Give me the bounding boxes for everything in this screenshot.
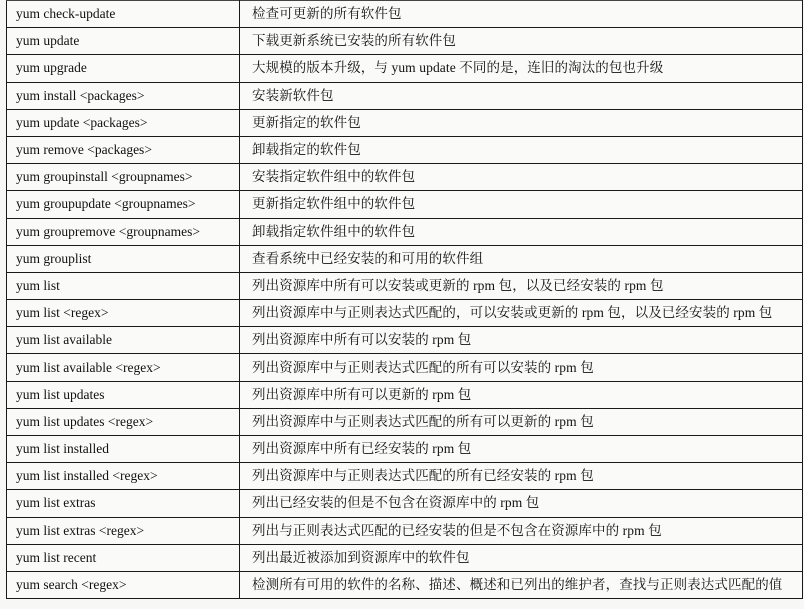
table-row	[7, 381, 803, 408]
table-row	[7, 218, 803, 245]
table-row	[7, 544, 803, 571]
description-cell: 大规模的版本升级，与 yum update 不同的是，连旧的淘汰的包也升级	[240, 55, 803, 82]
description-cell: 列出资源库中与正则表达式匹配的，可以安装或更新的 rpm 包，以及已经安装的 rpm 包	[240, 300, 803, 327]
command-cell: yum grouplist	[7, 245, 240, 272]
description-cell: 安装指定软件组中的软件包	[240, 164, 803, 191]
description-cell: 检查可更新的所有软件包	[240, 1, 803, 28]
table-row	[7, 191, 803, 218]
command-cell: yum list extras	[7, 490, 240, 517]
command-cell: yum list available	[7, 327, 240, 354]
command-cell: yum groupinstall <groupnames>	[7, 164, 240, 191]
table-row	[7, 517, 803, 544]
table-row	[7, 354, 803, 381]
command-cell: yum list updates <regex>	[7, 408, 240, 435]
command-cell: yum list extras <regex>	[7, 517, 240, 544]
command-cell: yum list updates	[7, 381, 240, 408]
command-cell: yum list	[7, 272, 240, 299]
command-cell: yum remove <packages>	[7, 136, 240, 163]
table-row	[7, 571, 803, 598]
description-cell: 安装新软件包	[240, 82, 803, 109]
description-cell: 查看系统中已经安装的和可用的软件组	[240, 245, 803, 272]
description-cell: 列出资源库中与正则表达式匹配的所有已经安装的 rpm 包	[240, 463, 803, 490]
command-cell: yum update	[7, 28, 240, 55]
table-row	[7, 272, 803, 299]
command-cell: yum upgrade	[7, 55, 240, 82]
command-cell: yum list available <regex>	[7, 354, 240, 381]
table-row	[7, 109, 803, 136]
table-row	[7, 408, 803, 435]
command-cell: yum check-update	[7, 1, 240, 28]
table-row	[7, 463, 803, 490]
table-row	[7, 164, 803, 191]
description-cell: 卸载指定软件组中的软件包	[240, 218, 803, 245]
description-cell: 检测所有可用的软件的名称、描述、概述和已列出的维护者，查找与正则表达式匹配的值	[240, 571, 803, 598]
table-row	[7, 28, 803, 55]
description-cell: 列出资源库中与正则表达式匹配的所有可以更新的 rpm 包	[240, 408, 803, 435]
description-cell: 列出资源库中与正则表达式匹配的所有可以安装的 rpm 包	[240, 354, 803, 381]
yum-command-table-body	[7, 1, 803, 599]
description-cell: 列出资源库中所有可以更新的 rpm 包	[240, 381, 803, 408]
command-cell: yum search <regex>	[7, 571, 240, 598]
command-cell: yum groupupdate <groupnames>	[7, 191, 240, 218]
description-cell: 列出资源库中所有可以安装或更新的 rpm 包，以及已经安装的 rpm 包	[240, 272, 803, 299]
command-cell: yum list recent	[7, 544, 240, 571]
table-row	[7, 1, 803, 28]
table-row	[7, 327, 803, 354]
description-cell: 下载更新系统已安装的所有软件包	[240, 28, 803, 55]
description-cell: 列出已经安装的但是不包含在资源库中的 rpm 包	[240, 490, 803, 517]
table-row	[7, 436, 803, 463]
command-cell: yum list <regex>	[7, 300, 240, 327]
description-cell: 更新指定软件组中的软件包	[240, 191, 803, 218]
yum-command-table	[6, 0, 803, 599]
description-cell: 列出资源库中所有已经安装的 rpm 包	[240, 436, 803, 463]
description-cell: 列出最近被添加到资源库中的软件包	[240, 544, 803, 571]
table-row	[7, 245, 803, 272]
table-row	[7, 136, 803, 163]
table-row	[7, 490, 803, 517]
table-row	[7, 82, 803, 109]
table-row	[7, 55, 803, 82]
description-cell: 列出资源库中所有可以安装的 rpm 包	[240, 327, 803, 354]
table-row	[7, 300, 803, 327]
command-cell: yum install <packages>	[7, 82, 240, 109]
description-cell: 列出与正则表达式匹配的已经安装的但是不包含在资源库中的 rpm 包	[240, 517, 803, 544]
command-cell: yum update <packages>	[7, 109, 240, 136]
command-cell: yum list installed	[7, 436, 240, 463]
command-cell: yum groupremove <groupnames>	[7, 218, 240, 245]
description-cell: 卸载指定的软件包	[240, 136, 803, 163]
description-cell: 更新指定的软件包	[240, 109, 803, 136]
command-cell: yum list installed <regex>	[7, 463, 240, 490]
